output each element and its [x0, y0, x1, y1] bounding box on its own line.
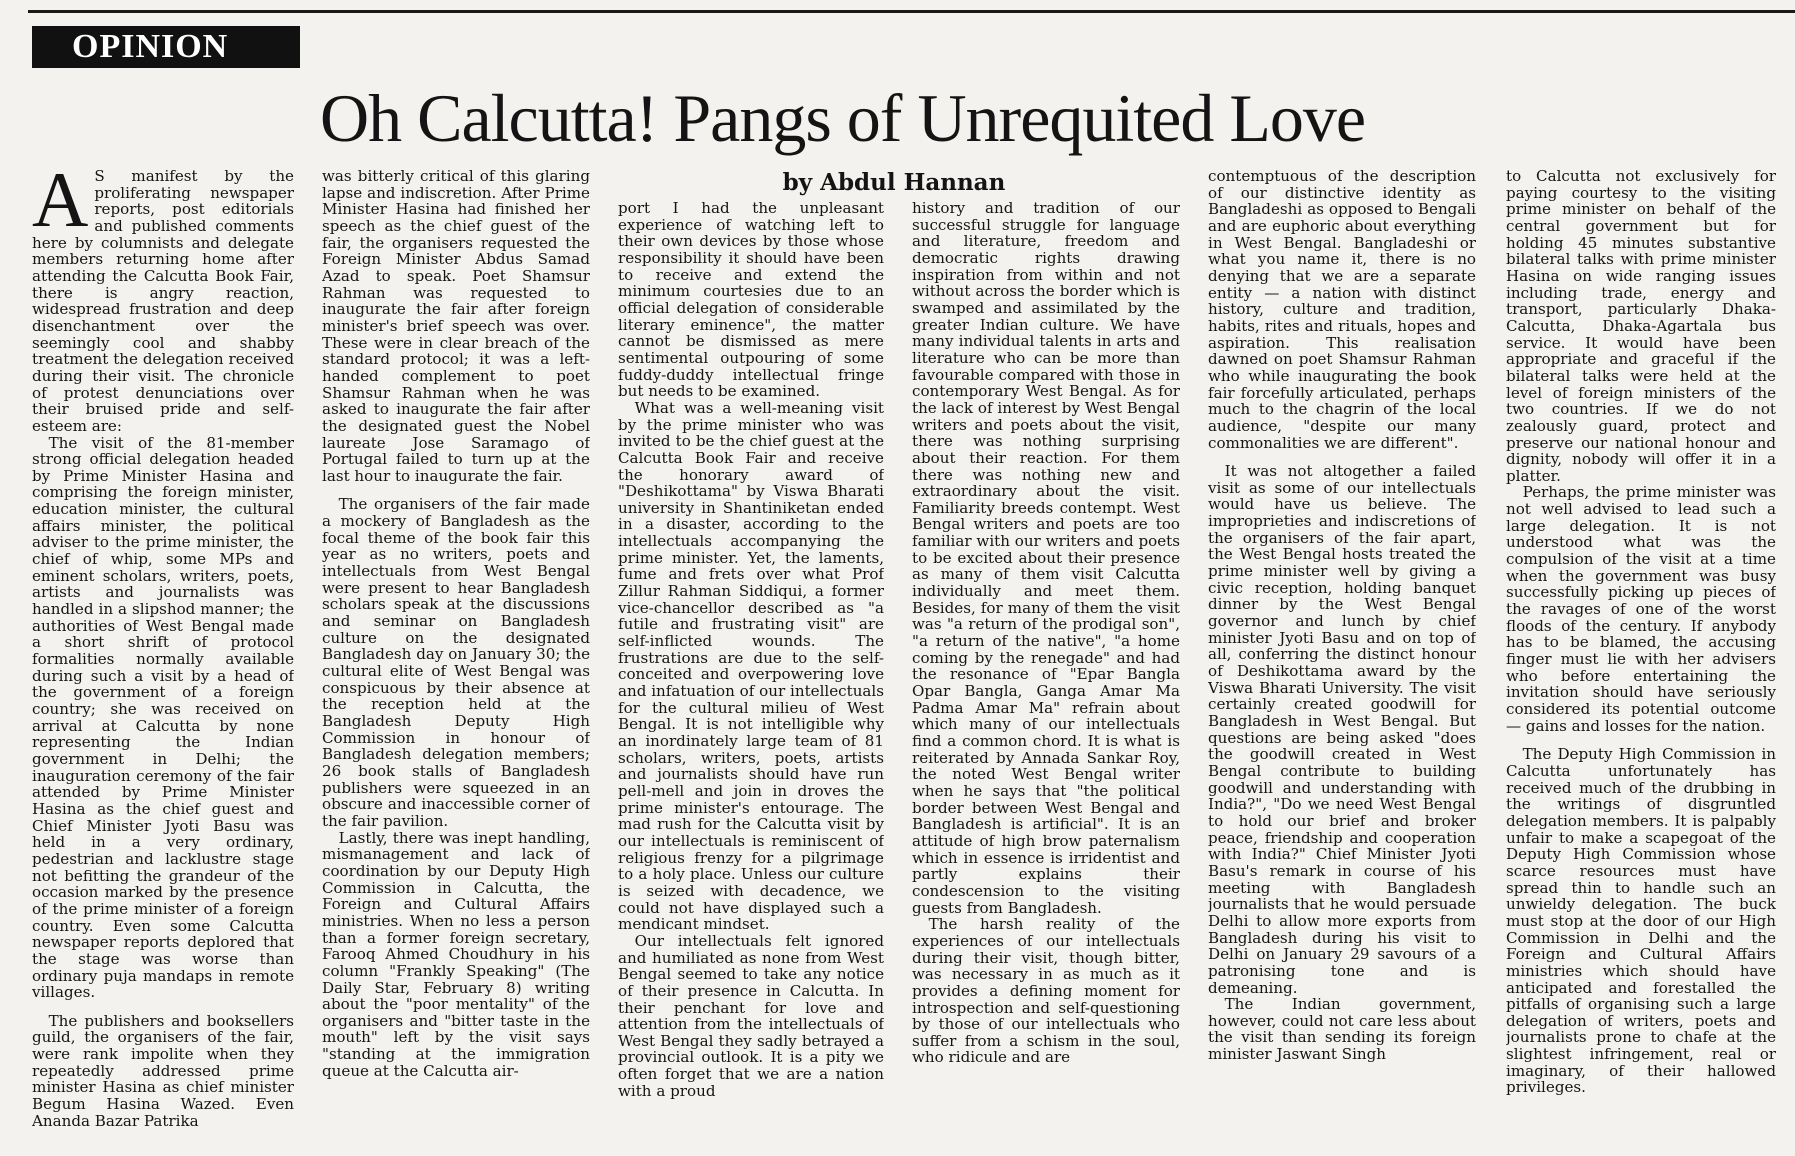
article-column-1 [32, 168, 294, 1150]
article-column-6 [1506, 168, 1776, 1150]
paragraph: was bitterly critical of this glaring lapse and indiscretion. After Prime Minister Hasina had finished her speech as the chief guest of the fair, the organisers requested the Foreign Minister Abdus Samad Azad to speak. Poet Shamsur Rahman was requested to inaugurate the fair after foreign minister's brief speech was over. These were in clear breach of the standard protocol; it was a left-handed complement to poet Shamsur Rahman when he was asked to inaugurate the fair after the designated guest the Nobel laureate Jose Saramago of Portugal failed to turn up at the last hour to inaugurate the fair. [322, 168, 590, 485]
article-column-3 [618, 200, 884, 1150]
paragraph: to Calcutta not exclusively for paying courtesy to the visiting prime minister on behalf of the central government but for holding 45 minutes substantive bilateral talks with prime minister Hasina on wide ranging issues including trade, energy and transport, particularly Dhaka-Calcutta, Dhaka-Agartala bus service. It would have been appropriate and graceful if the bilateral talks were held at the level of foreign ministers of the two countries. If we do not zealously guard, protect and preserve our national honour and dignity, nobody will offer it in a platter. [1506, 168, 1776, 485]
article-column-2 [322, 168, 590, 1150]
paragraph: The visit of the 81-member strong official delegation headed by Prime Minister Hasina and comprising the foreign minister, education minister, the cultural affairs minister, the political adviser to the prime minister, the chief of whip, some MPs and eminent scholars, writers, poets, artists and journalists was handled in a slipshod manner; the authorities of West Bengal made a short shrift of protocol formalities normally available during such a visit by a head of the government of a foreign country; she was received on arrival at Calcutta by none representing the Indian government in Delhi; the inauguration ceremony of the fair attended by Prime Minister Hasina as the chief guest and Chief Minister Jyoti Basu was held in a very ordinary, pedestrian and lacklustre stage not befitting the grandeur of the occasion marked by the presence of the prime minister of a foreign country. Even some Calcutta newspaper reports deplored that the stage was worse than ordinary puja mandaps in remote villages. [32, 433, 294, 1002]
paragraph [32, 168, 294, 435]
paragraph: What was a well-meaning visit by the prime minister who was invited to be the chief guest at the Calcutta Book Fair and receive the honorary award of "Deshikottama" by Viswa Bharati university in Shantiniketan ended in a disaster, according to the intellectuals accompanying the prime minister. Yet, the laments, fume and frets over what Prof Zillur Rahman Siddiqui, a former vice-chancellor described as "a futile and frustrating visit" are self-inflicted wounds. The frustrations are due to the self-conceited and overpowering love and infatuation of our intellectuals for the cultural milieu of West Bengal. It is not intelligible why an inordinately large team of 81 scholars, writers, poets, artists and journalists should have run pell-mell and join in droves the prime minister's entourage. The mad rush for the Calcutta visit by our intellectuals is reminiscent of religious frenzy for a pilgrimage to a holy place. Unless our culture is seized with decadence, we could not have displayed such a mendicant mindset. [618, 398, 884, 934]
article-column-4 [912, 200, 1180, 1150]
paragraph: The organisers of the fair made a mockery of Bangladesh as the focal theme of the book fair this year as no writers, poets and intellectuals from West Bengal were present to hear Bangladesh scholars speak at the discussions and seminar on Bangladesh culture on the designated Bangladesh day on January 30; the cultural elite of West Bengal was conspicuous by their absence at the reception held at the Bangladesh Deputy High Commission in honour of Bangladesh delegation members; 26 book stalls of Bangladesh publishers were squeezed in an obscure and inaccessible corner of the fair pavilion. [322, 495, 590, 830]
byline: by Abdul Hannan [782, 169, 1006, 196]
paragraph: The Deputy High Commission in Calcutta unfortunately has received much of the drubbing in the writings of disgruntled delegation members. It is palpably unfair to make a scapegoat of the Deputy High Commission whose scarce resources must have spread thin to handle such an unwieldy delegation. The buck must stop at the door of our High Commission in Delhi and the Foreign and Cultural Affairs ministries which should have anticipated and forestalled the pitfalls of organising such a large delegation of writers, poets and journalists prone to chafe at the slightest infringement, real or imaginary, of their hallowed privileges. [1506, 745, 1776, 1097]
paragraph: Perhaps, the prime minister was not well advised to lead such a large delegation. It is not understood what was the compulsion of the visit at a time when the government was busy successfully picking up pieces of the ravages of one of the worst floods of the century. If anybody has to be blamed, the accusing finger must lie with her advisers who before entertaining the invitation should have seriously considered its potential outcome — gains and losses for the nation. [1506, 483, 1776, 735]
paragraph: contemptuous of the description of our distinctive identity as Bangladeshi as opposed to Bengali and are euphoric about everything in West Bengal. Bangladeshi or what you name it, there is no denying that we are a separate entity — a nation with distinct history, culture and tradition, habits, rites and rituals, hopes and aspiration. This realisation dawned on poet Shamsur Rahman who while inaugurating the book fair forcefully articulated, perhaps much to the chagrin of the local audience, "despite our many commonalities we are different". [1208, 168, 1476, 452]
paragraph: The Indian government, however, could not care less about the visit than sending its foreign minister Jaswant Singh [1208, 995, 1476, 1064]
top-rule [28, 10, 1795, 13]
paragraph: Our intellectuals felt ignored and humiliated as none from West Bengal seemed to take any notice of their presence in Calcutta. In their penchant for love and attention from the intellectuals of West Bengal they sadly betrayed a provincial outlook. It is a pity we often forget that we are a nation with a proud [618, 931, 884, 1100]
section-label: OPINION [32, 26, 300, 68]
paragraph: The harsh reality of the experiences of our intellectuals during their visit, though bitter, was necessary in as much as it provides a defining moment for introspection and self-questioning by those of our intellectuals who suffer from a schism in the soul, who ridicule and are [912, 915, 1180, 1067]
headline: Oh Calcutta! Pangs of Unrequited Love [320, 80, 1366, 156]
paragraph: The publishers and booksellers guild, the organisers of the fair, were rank impolite when they repeatedly addressed prime minister Hasina as chief minister Begum Hasina Wazed. Even Ananda Bazar Patrika [32, 1011, 294, 1130]
paragraph: port I had the unpleasant experience of watching left to their own devices by those whose responsibility it should have been to receive and extend the minimum courtesies due to an official delegation of considerable literary eminence", the matter cannot be dismissed as mere sentimental outpouring of some fuddy-duddy intellectual fringe but needs to be examined. [618, 200, 884, 401]
article-column-5 [1208, 168, 1476, 1150]
paragraph: It was not altogether a failed visit as some of our intellectuals would have us believe. The improprieties and indiscretions of the organisers of the fair apart, the West Bengal hosts treated the prime minister well by giving a civic reception, holding banquet dinner by the West Bengal governor and lunch by chief minister Jyoti Basu and on top of all, conferring the distinct honour of Deshikottama award by the Viswa Bharati University. The visit certainly created goodwill for Bangladesh in West Bengal. But questions are being asked "does the goodwill created in West Bengal contribute to building goodwill and understanding with India?", "Do we need West Bengal to hold our brief and broker peace, friendship and cooperation with India?" Chief Minister Jyoti Basu's remark in course of his meeting with Bangladesh journalists that he would persuade Delhi to allow more exports from Bangladesh during his visit to Delhi on January 29 savours of a patronising tone and is demeaning. [1208, 462, 1476, 997]
paragraph: history and tradition of our successful struggle for language and literature, freedom and democratic rights drawing inspiration from within and not without across the border which is swamped and assimilated by the greater Indian culture. We have many individual talents in arts and literature who can be more than favourable compared with those in contemporary West Bengal. As for the lack of interest by West Bengal writers and poets about the visit, there was nothing surprising about their reaction. For them there was nothing new and extraordinary about the visit. Familiarity breeds contempt. West Bengal writers and poets are too familiar with our writers and poets to be excited about their presence as many of them visit Calcutta individually and meet them. Besides, for many of them the visit was "a return of the prodigal son", "a return of the native", "a home coming by the renegade" and had the resonance of "Epar Bangla Opar Bangla, Ganga Amar Ma Padma Amar Ma" refrain about which many of our intellectuals find a common chord. It is what is reiterated by Annada Sankar Roy, the noted West Bengal writer when he says that "the political border between West Bengal and Bangladesh is artificial". It is an attitude of high brow paternalism which in essence is irridentist and partly explains their condescension to the visiting guests from Bangladesh. [912, 200, 1180, 917]
paragraph-text: S manifest by the proliferating newspaper reports, post editorials and published comments here by columnists and delegate members returning home after attending the Calcutta Book Fair, there is angry reaction, widespread frustration and deep disenchantment over the seemingly cool and shabby treatment the delegation received during their visit. The chronicle of protest denunciations over their bruised pride and self-esteem are: [32, 168, 294, 435]
paragraph: Lastly, there was inept handling, mismanagement and lack of coordination by our Deputy High Commission in Calcutta, the Foreign and Cultural Affairs ministries. When no less a person than a former foreign secretary, Farooq Ahmed Choudhury in his column "Frankly Speaking" (The Daily Star, February 8) writing about the "poor mentality" of the organisers and "bitter taste in the mouth" left by the visit says "standing at the immigration queue at the Calcutta air- [322, 828, 590, 1080]
drop-cap: A [32, 168, 89, 243]
